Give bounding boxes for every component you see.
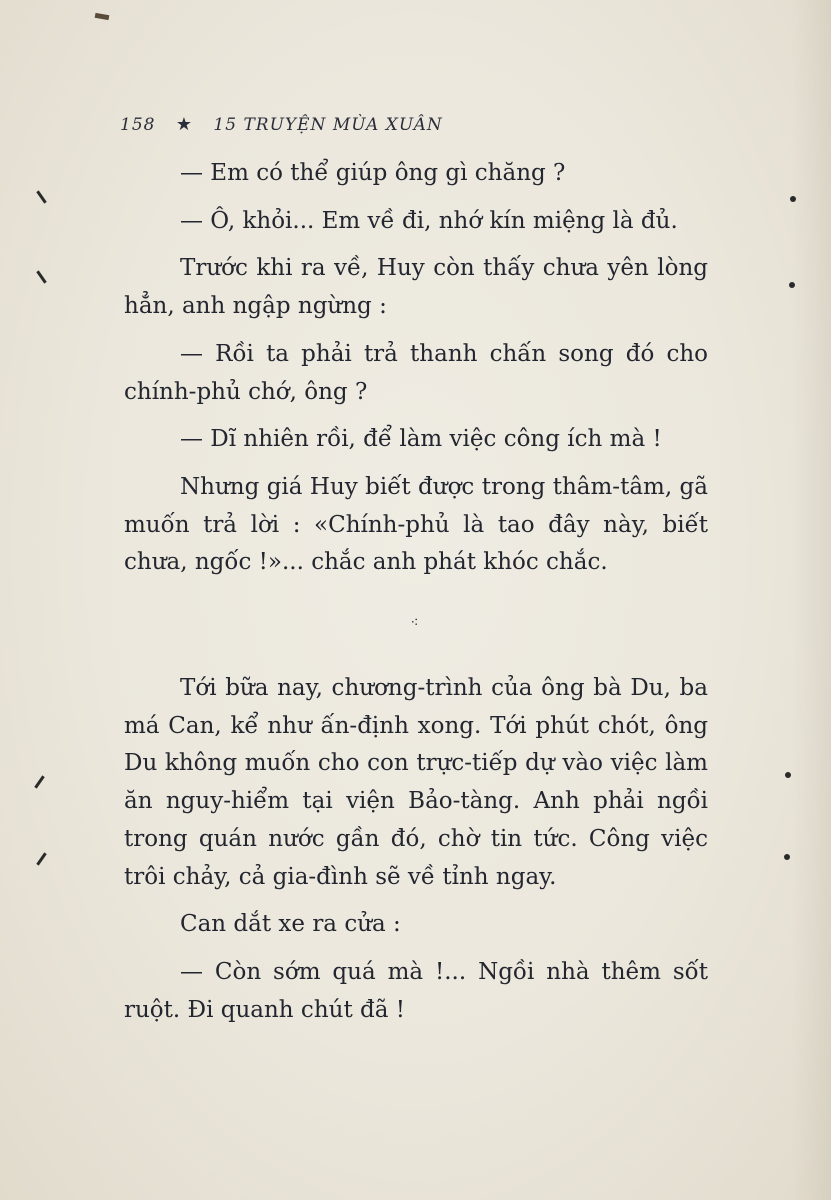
- binding-mark: [36, 190, 46, 203]
- paragraph: Trước khi ra về, Huy còn thấy chưa yên lòng hẳn, anh ngập ngừng :: [124, 255, 708, 320]
- paragraph: — Em có thể giúp ông gì chăng ?: [180, 160, 566, 186]
- star-icon: ★: [175, 114, 193, 135]
- paragraph: Tới bữa nay, chương-trình của ông bà Du, ba má Can, kể như ấn-định xong. Tới phút chót, ông Du không muốn cho con trực-tiếp dự vào việc làm ăn nguy-hiểm tại viện Bảo-tàng. Anh phải ngồi trong quán nước gần đó, chờ tin tức. Công việc trôi chảy, cả gia-đình sẽ về tỉnh ngay.: [124, 675, 708, 890]
- ink-mark: [95, 13, 110, 20]
- page-body: [124, 155, 708, 1039]
- running-header: [120, 114, 443, 135]
- paragraph: — Rồi ta phải trả thanh chấn song đó cho chính-phủ chớ, ông ?: [124, 340, 708, 405]
- page-edge-shadow: [791, 0, 831, 1200]
- binding-mark: [36, 852, 46, 865]
- binding-mark: [36, 270, 46, 283]
- binding-mark: [34, 775, 44, 788]
- paragraph: — Ô, khỏi... Em về đi, nhớ kín miệng là đủ.: [180, 207, 678, 234]
- section-gap: [124, 592, 708, 670]
- paragraph: Can dắt xe ra cửa :: [180, 911, 401, 938]
- binding-hole: [785, 772, 791, 778]
- section-separator: ⁖: [410, 615, 421, 631]
- paragraph: — Còn sớm quá mà !... Ngồi nhà thêm sốt ruột. Đi quanh chút đã !: [124, 958, 708, 1023]
- binding-hole: [789, 282, 795, 288]
- page-number: 158: [120, 115, 156, 135]
- paragraph: Nhưng giá Huy biết được trong thâm-tâm, gã muốn trả lời : «Chính-phủ là tao đây này, biết chưa, ngốc !»... chắc anh phát khóc chắc.: [124, 473, 708, 576]
- binding-hole: [790, 196, 796, 202]
- binding-hole: [784, 854, 790, 860]
- paragraph: — Dĩ nhiên rồi, để làm việc công ích mà !: [180, 426, 662, 453]
- book-title: 15 TRUYỆN MÙA XUÂN: [213, 115, 443, 135]
